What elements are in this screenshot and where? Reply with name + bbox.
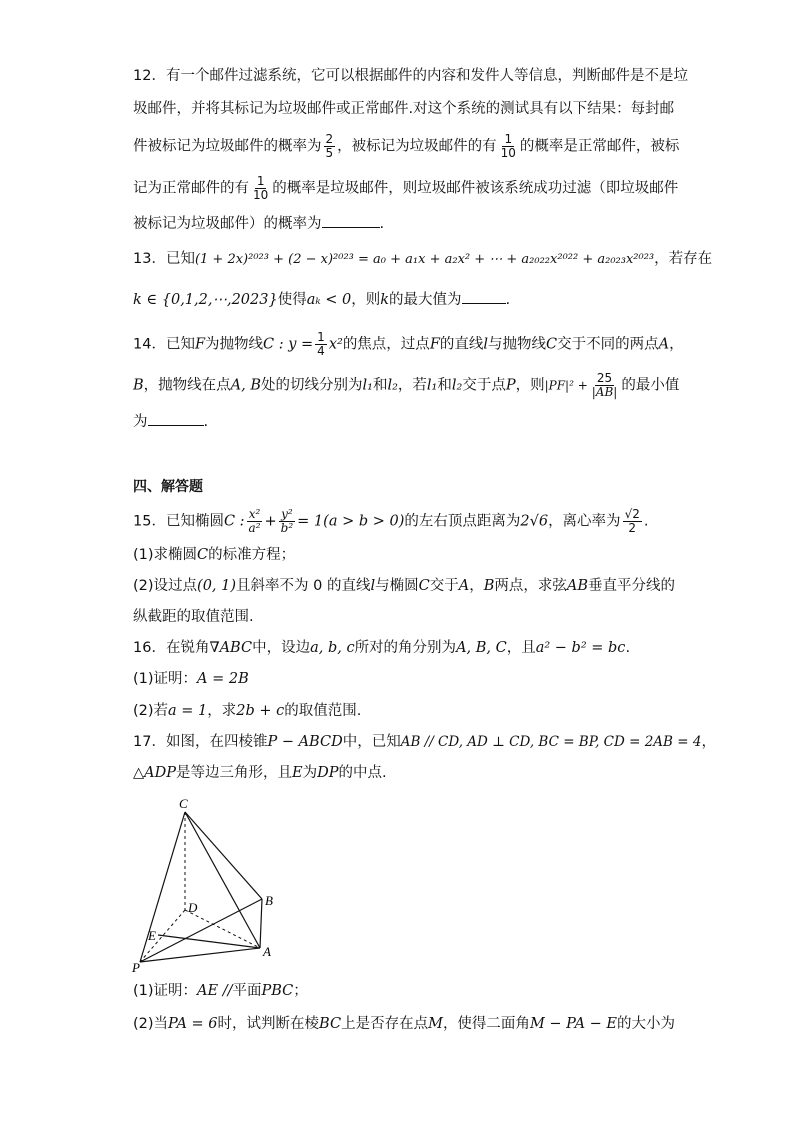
q14-line-3: 为 . — [133, 411, 208, 432]
label-B: B — [265, 893, 273, 908]
answer-blank[interactable] — [148, 411, 204, 426]
label-D: D — [188, 900, 198, 915]
edge-PB — [140, 899, 262, 962]
edge-CA — [185, 812, 260, 948]
q12-line-1: 12．有一个邮件过滤系统，它可以根据邮件的内容和发件人等信息，判断邮件是不是垃 — [133, 68, 688, 84]
pyramid-figure — [130, 790, 290, 975]
q12-line-2: 圾邮件，并将其标记为垃圾邮件或正常邮件.对这个系统的测试具有以下结果：每封邮 — [133, 101, 675, 117]
edge-PA — [140, 948, 260, 962]
fraction-x2-a2: $\frac{\text{x²}}{\text{a²}}$ — [248, 507, 261, 535]
q17-line-2: △ADP是等边三角形，且E为DP的中点. — [133, 765, 387, 781]
section-heading: 四、解答题 — [133, 479, 203, 495]
q17-part-1: (1)证明：AE //平面PBC； — [133, 983, 308, 999]
label-P: P — [132, 960, 140, 975]
fraction-1-10: $\frac{1}{10}$ — [500, 132, 516, 160]
q12-line-5: 被标记为垃圾邮件）的概率为 . — [133, 213, 384, 234]
q14-line-2: B，抛物线在点A, B处的切线分别为l₁和l₂，若l₁和l₂交于点P，则|PF|² + $\frac{25}{|AB|}$ 的最小值 — [133, 371, 680, 399]
q12-line-4: 记为正常邮件的有 $\frac{1}{10}$ 的概率是垃圾邮件，则垃圾邮件被该系统成功过滤（即垃圾邮件 — [133, 174, 679, 202]
q12-line-3: 件被标记为垃圾邮件的概率为 $\frac{2}{5}$ ，被标记为垃圾邮件的有 $\frac{1}{10}$ 的概率是正常邮件，被标 — [133, 132, 680, 160]
fraction-sqrt2-2: $\frac{√2}{2}$ — [624, 507, 640, 535]
fraction-1-10-b: $\frac{1}{10}$ — [253, 174, 269, 202]
fraction-1-4: $\frac{1}{4}$ — [317, 330, 325, 358]
q15-part-2: (2)设过点(0, 1)且斜率不为 0 的直线l与椭圆C交于A，B两点，求弦AB垂直平分线的 — [133, 578, 676, 594]
fraction-y2-b2: $\frac{\text{y²}}{\text{b²}}$ — [280, 507, 294, 535]
q15-part-1: (1)求椭圆C的标准方程； — [133, 547, 296, 563]
edge-CP — [140, 812, 185, 962]
label-A: A — [263, 944, 271, 959]
q16-line-1: 16．在锐角∇ABC中，设边a, b, c所对的角分别为A, B, C，且a² − b² = bc. — [133, 640, 631, 656]
q16-part-2: (2)若a = 1，求2b + c的取值范围. — [133, 703, 362, 719]
edge-BA — [260, 899, 262, 948]
q14-line-1: 14．已知F为抛物线C : y = $\frac{1}{4}$ x²的焦点，过点F的直线l与抛物线C交于不同的两点A， — [133, 330, 684, 358]
label-C: C — [179, 796, 188, 811]
fraction-2-5: $\frac{2}{5}$ — [325, 132, 334, 160]
edge-DA — [185, 910, 260, 948]
q15-part-2-cont: 纵截距的取值范围. — [133, 609, 254, 625]
q16-part-1: (1)证明：A = 2B — [133, 671, 249, 687]
fraction-25-ab: $\frac{25}{|AB|}$ — [591, 371, 618, 399]
q17-line-1: 17．如图，在四棱锥P − ABCD中，已知AB // CD, AD ⊥ CD, BC = BP, CD = 2AB = 4， — [133, 734, 716, 750]
q13-line-1: 13．已知(1 + 2x)²⁰²³ + (2 − x)²⁰²³ = a₀ + a₁x + a₂x² + ⋯ + a₂₀₂₂x²⁰²² + a₂₀₂₃x²⁰²³，若存在 — [133, 251, 713, 267]
q15-line-1: 15．已知椭圆C : $\frac{\text{x²}}{\text{a²}}$ + $\frac{\text{y²}}{\text{b²}}$ = 1(a > b > 0)的左右顶点距离为2√6，离心率为 $\frac{√2}{2}$ . — [133, 507, 649, 535]
answer-blank[interactable] — [322, 213, 380, 228]
answer-blank[interactable] — [462, 289, 506, 304]
segment-EA — [158, 935, 260, 948]
q13-line-2: k ∈ {0,1,2,⋯,2023}使得aₖ < 0，则k的最大值为 . — [133, 289, 510, 310]
edge-CB — [185, 812, 262, 899]
q17-part-2: (2)当PA = 6时，试判断在棱BC上是否存在点M，使得二面角M − PA − E的大小为 — [133, 1016, 676, 1032]
label-E: E — [148, 928, 156, 943]
